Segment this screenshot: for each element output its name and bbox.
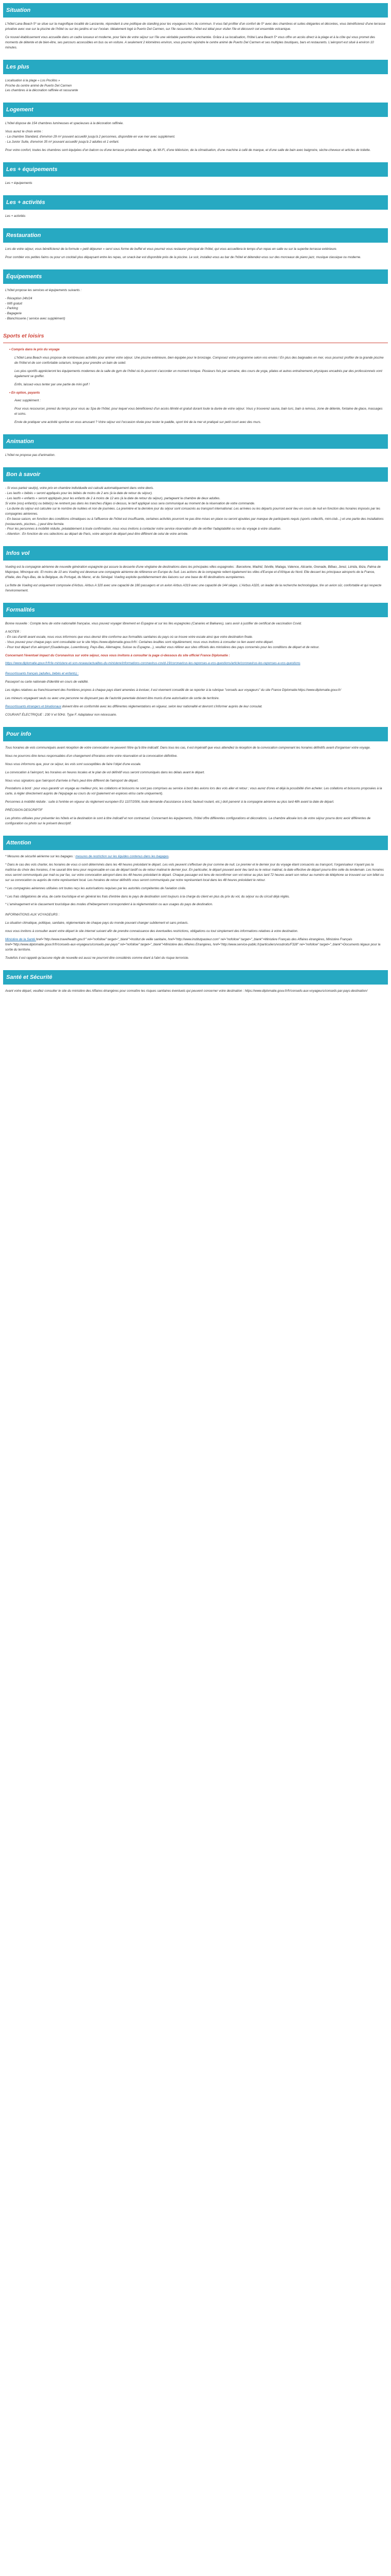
section-title: Logement	[3, 103, 388, 117]
paragraph: COURANT ÉLECTRIQUE : 230 V et 50Hz. Type F. Adaptateur non nécessaire.	[5, 713, 117, 717]
product-description	[0, 3, 391, 994]
paragraph: href="http://www.institutpasteur.com" rel="nofollow" target="_blank">Ministère Français des Affaires étrangères, Ministère Français href="http://www.diplomatie.gouv.fr/fr/conseils-aux-voyageurs/conseils-par-pays/" rel="nofollow" target="_blank">Ministère des Affaires Etrangères, href="http://www.service-public.fr/particuliers/vosdroits/F328" rel="nofollow" target="_blank">Documents légaux pour la sortie du territoire.	[5, 938, 381, 952]
list-item: - Attention : En fonction de vos sélections au départ de Paris, votre aéroport de départ peut être différent de celui de votre arrivée.	[5, 532, 189, 536]
section-infos-vol	[3, 546, 388, 594]
list-item: - Parking	[5, 307, 18, 311]
covid-notice: Concernant l'éventuel impact du Coronavirus sur votre séjour, nous vous invitons à consulter la page ci-dessous du site officiel France Diplomatie :	[5, 653, 230, 657]
section-title: Santé et Sécurité	[3, 970, 388, 985]
list-item: - Les lastfo « enfants » seront appliqués pour les enfants de 2 à moins de 12 ans (à la date de retour du séjour), partageant la chambre de deux adultes.	[5, 496, 221, 500]
paragraph: * Dans le cas des vols charter, les horaires de vous ci-sont déterminés dans les 48 heures précédant le départ. Les vols peuvent s'effectuer de jour comme de nuit. Le premier et le dernier jour du voyage étant consacrés au transport, l'organisateur n'ayant pas la maîtrise du choix des horaires, il ne saurait être tenu pour responsable en cas de départ tardif ou de retour matinal le dernier jour. En particulier, le départ pouvant avoir lieu tard ou le retour matinal, la date effective de départ pourra être celle du lendemain. Les horaires vous seront communiqués par mail ou par fax, sur votre convocation aéroport dans les 48 heures précédant le départ. Chaque passager est tenu de reconfirmer son vol retour au plus tard 72 heures avant son retour au numéro de téléphone se trouvant sur son billet ou sur sa convocation ou auprès de notre représentant local. Les horaires de retour définitifs vous seront communiqués par notre représentant local dans les 48 heures précédant le retour.	[5, 862, 384, 882]
paragraph: Enfin, laissez-vous tenter par une partie de mini golf !	[14, 382, 90, 386]
covid-info-link[interactable]: https://www.diplomatie.gouv.fr/fr/le-ministere-et-son-reseau/actualites-du-ministere/informations-coronavirus-covid-19/coronavirus-les-reponses-a-vos-questions/article/coronavirus-les-reponses-a-vos-questions	[5, 662, 301, 666]
subheading: • En option, payants	[9, 391, 40, 395]
paragraph: Vous aurez le choix entre :	[5, 130, 43, 134]
paragraph: Les + activités	[5, 214, 26, 218]
list-item: - La chambre Standard, d'environ 29 m² pouvant accueillir jusqu'à 2 personnes, disponible en vue mer avec supplément.	[5, 135, 175, 139]
section-plus-equipements	[3, 162, 388, 186]
paragraph: .	[168, 855, 170, 859]
list-item: - La durée du séjour est calculée sur le nombre de nuitées et non de journées. La première et la dernière jour du séjour sont consacrés au transport international. Les arrivées ou les départs pourront avoir lieu en cours de nuit en fonction des horaires imposés par les compagnies aériennes.	[5, 506, 381, 516]
paragraph: Nous vous signalons que l'aéroport d'arrivée à Paris peut être différent de l'aéroport de départ.	[5, 778, 139, 783]
section-pour-info	[3, 727, 388, 826]
paragraph: href="http://www.travelhealth.gov.fr" rel="nofollow" target="_blank">Institut de veille sanitaire,	[36, 938, 167, 942]
section-title: Les + activités	[3, 195, 388, 210]
paragraph: La convocation à l'aéroport, les horaires en heures locales et le plan de vol définitif vous seront communiqués dans les délais avant le départ.	[5, 770, 205, 774]
paragraph: * Les compagnies aériennes utilisées ont toutes reçu les autorisations requises par les autorités compétentes de l'aviation civile.	[5, 886, 186, 890]
paragraph: Envie de pratiquer une activité sportive en vous amusant ? Votre séjour est l'occasion rêvée pour tester le paddle, sport tiré de la mer et pratiqué sur petit court avec des murs.	[14, 420, 262, 425]
paragraph: Les plus sportifs apprécieront les équipements modernes de la salle de gym de l'hôtel où ils pourront s'accorder un moment tonique. Plusieurs fois par semaine, des cours de yoga, pilates et autres entraînements physiques encadrés par des professionnels vont également se greffer.	[14, 369, 382, 378]
list-item: - Blanchisserie ( service avec supplément)	[5, 317, 66, 321]
section-title: Bon à savoir	[3, 467, 388, 482]
list-item: - Wifi gratuit	[5, 301, 22, 306]
paragraph: L'hôtel propose les services et équipements suivants :	[5, 288, 82, 292]
section-equipements	[3, 269, 388, 322]
section-restauration	[3, 228, 388, 260]
subheading: INFORMATIONS AUX VOYAGEURS :	[5, 913, 60, 917]
paragraph: Tous horaires de vols communiqués avant réception de votre convocation ne peuvent l'être qu'à titre indicatif. Dans tous les cas, il est impératif que vous attendiez la réception de la convocation comprenant les horaires définitifs avant d'organiser votre voyage.	[5, 745, 371, 750]
list-item: - En cas d'arrêt avant escale, nous vous informons que vous devrez être conforme aux formalités sanitaires du pays où se trouve votre escale ainsi que votre destination finale.	[5, 635, 253, 639]
list-item: - Bagagerie	[5, 312, 22, 316]
section-title: Infos vol	[3, 546, 388, 561]
section-sports-loisirs	[3, 331, 388, 425]
list-item: - Si vous partez seul(e), votre prix en chambre individuelle est calculé automatiquement dans votre devis.	[5, 486, 154, 490]
paragraph: Nous vous informons que, pour ce séjour, les vols sont susceptibles de faire l'objet d'une escale.	[5, 762, 141, 766]
paragraph: L'hôtel Lana Beach vous propose de nombreuses activités pour animer votre séjour. Une piscine extérieure, bien équipée pour le bronzage. Composez votre programme selon vos envies ! En plus des baignades en mer, vous pourrez profiter de la grande piscine de l'hôtel et de son confortable solarium, longue pour prendre un bain de soleil.	[14, 355, 384, 365]
section-title: Animation	[3, 434, 388, 449]
list-item: - En basse saison, en fonction des conditions climatiques ou à l'affluence de l'hôtel est insuffisante, certaines activités pourront ne pas être mises en place ou seront ajoutées par manque de participants requis (sports collectifs, mini-club...) et une partie des installations (restaurants, piscines...) peut être fermée.	[5, 517, 384, 526]
subheading: • Compris dans le prix du voyage	[9, 348, 60, 351]
list-item: - La Junior Suite, d'environ 35 m² pouvant accueillir jusqu'à 2 adultes et 1 enfant.	[5, 140, 120, 144]
section-title: Attention	[3, 836, 388, 850]
list-item: - Les lastfo « bébés » seront appliqués pour les bébés de moins de 2 ans (à la date de retour du séjour).	[5, 491, 153, 495]
paragraph: Ce nouvel établissement vous accueille dans un cadre luxueux et moderne, pour faire de votre séjour sur l'île une véritable parenthèse enchantée. Grâce à sa localisation, l'hôtel Lana Beach 5* vous offre un accès direct à la plage et à la côte qui vous promet des moments de détente et de bien-être, ses parcours accessibles en bus ou en voiture. A seulement 2 kilomètres environ, vous pourrez rejoindre le centre animé de Puerto Del Carmen et ses multiples boutiques, bars et restaurants. L'aéroport est situé à environ 10 minutes.	[5, 35, 376, 49]
subheading: PRÉCISION DESCRIPTIF	[5, 808, 43, 812]
section-title: Situation	[3, 3, 388, 18]
paragraph: L'hôtel ne propose pas d'animation.	[5, 453, 56, 457]
paragraph: L'hôtel dispose de 154 chambres lumineuses et spacieuses à la décoration raffinée.	[5, 122, 124, 126]
paragraph: Personnes à mobilité réduite : suite à l'entrée en vigueur du règlement européen EU 1107/2006, toute demande d'assistance à bord, fauteuil roulant, etc.) doit parvenir à la compagnie aérienne au plus tard 48h avant la date de départ.	[5, 800, 334, 804]
section-title: Pour info	[3, 727, 388, 741]
section-title: Les plus	[3, 60, 388, 74]
section-logement	[3, 103, 388, 153]
paragraph: Vueling est la compagnie aérienne de nouvelle génération espagnole qui assure la desserte d'une vingtaine de destinations dans les principales villes espagnoles : Barcelone, Madrid, Séville, Malaga, Valence, Alicante, Grenade, Bilbao, Jerez, Lérida, Ibiza, Palma de Majorque, Minorque etc. Et moins de 10 ans Vueling est devenue une compagnie aérienne de référence en Europe du Sud. Les actions de la compagnie relient également les villes d'Europe et d'Afrique du Nord. Elle dessert les principaux aéroports de la France, d'Italie, des Pays-Bas, de la Belgique, du Portugal, du Maroc, et du Sénégal. Vueling exploite quotidiennement des liaisons sur une base de 40 destinations européennes.	[5, 565, 381, 580]
section-bon-a-savoir	[3, 467, 388, 537]
paragraph: Les mineurs voyageant seuls ou avec une personne ne disposant pas de l'autorité parentale doivent être munis d'une autorisation de sortie de territoire.	[5, 697, 220, 701]
paragraph: * Les frais obligatoires de visa, de carte touristique et en général les frais d'entrée dans le pays de destination sont toujours à la charge du client en plus du prix du vol, du séjour ou du circuit déjà réglés.	[5, 894, 290, 899]
paragraph: La situation climatique, politique, sanitaire, réglementaire de chaque pays du monde pouvant changer subitement et sans préavis.	[5, 921, 189, 925]
health-ministry-link[interactable]: Ministère de la Santé	[5, 938, 36, 942]
paragraph: Les + équipements	[5, 181, 32, 185]
section-sante-securite	[3, 970, 388, 994]
paragraph: Nous ne pourrons être tenus responsables d'un changement d'horaires entre votre réservation et la convocation définitive.	[5, 754, 178, 758]
note-label: A NOTER :	[5, 630, 21, 634]
section-les-plus	[3, 60, 388, 94]
section-situation	[3, 3, 388, 50]
section-title: Les + équipements	[3, 162, 388, 177]
paragraph: Les règles relatives au franchissement des frontières propres à chaque pays étant amenées à évoluer, il est vivement conseillé de se reporter à la rubrique "conseils aux voyageurs" du site France Diplomatie:https://www.diplomatie.gouv.fr/	[5, 688, 341, 692]
paragraph: * Mesures de sécurité aérienne sur les bagages :	[5, 855, 76, 859]
list-item: - Pour les personnes à mobilité réduite, préalablement à toute confirmation, nous vous invitons à contacter notre service réservation afin de vérifier l'adaptabilité ou non du voyage à votre situation.	[5, 527, 282, 531]
section-formalites	[3, 603, 388, 718]
paragraph: Avec supplément :	[14, 399, 41, 403]
subheading: Ressortissants français (adultes, bébés et enfants) :	[5, 672, 79, 676]
paragraph: Bonne nouvelle : Compte tenu de votre nationalité française, vous pouvez voyager librement en Espagne et sur les îles espagnoles (Canaries et Baléares), sans avoir à justifier de certificat de vaccination Covid.	[5, 621, 302, 625]
section-plus-activites	[3, 195, 388, 219]
section-animation	[3, 434, 388, 458]
list-item: - Vous pouvez pour chaque pays sont consultable sur le site https://www.diplomatie.gouv.fr/fr/. Certaines lesdites sont régulièrement, nous vous invitons à consulter ce lien avant votre départ.	[5, 640, 274, 644]
list-item: - Réception 24h/24	[5, 296, 32, 300]
paragraph: L'hôtel Lana Beach 5* se situe sur la magnifique localité de Lanzarote, répondant à une politique de standing pour les voyageurs hors du commun. Il vous fait profiter d'un confort de 5* avec des chambres et suites élégantes et décorées, vous bénéficierez d'une terrasse privative avec vue sur la piscine de l'hôtel ou sur les jardins et sur l'océan. Idéalement logé à Puerto Del Carmen, sur l'île rassurante, l'hôtel est idéal pour visiter l'île et découvrir cet ensemble volcanique.	[5, 22, 386, 31]
paragraph: nous vous invitons à consulter avant votre départ le site internet suivant afin de prendre connaissance des éventuelles restrictions, obligations ou tout simplement des informations relatives à votre destination.	[5, 929, 299, 934]
section-title: Formalités	[3, 603, 388, 617]
paragraph: Pour vous ressourcer, prenez du temps pour vous au Spa de l'hôtel, pour lequel vous bénéficierez d'un accès illimité et gratuit durant toute la durée de votre séjour. Vous y trouverez sauna, bain turc, bain à remous, zone de détente, fontaine de glace, massages et soins.	[14, 407, 383, 416]
list-item: Proche du centre animé de Puerto Del Carmen	[5, 83, 72, 88]
paragraph: * L'aménagement et le classement touristique des modes d'hébergement correspondent à la réglementation ou aux usages du pays de destination.	[5, 903, 213, 907]
list-item: Les chambres à la décoration raffinée et rassurante	[5, 89, 78, 93]
paragraph: Toutefois il est rappelé qu'aucune règle de nouvelle est aussi ne pourront être considérés comme étant à l'abri du risque terroriste.	[5, 956, 189, 960]
section-title: Équipements	[3, 269, 388, 284]
paragraph: La flotte de Vueling est uniquement composée d'Airbus. Airbus A 320 avec une capacité de 180 passagers et un avion Airbus A319 avec une capacité de 144 sièges. L'Airbus A320, un leader de la recherche technologique, tire un avion sûr, confortable et qui respecte l'environnement.	[5, 584, 382, 592]
section-title: Sports et loisirs	[3, 331, 388, 343]
paragraph: Pour votre confort, toutes les chambres sont équipées d'un balcon ou d'une terrasse privative aménagé, du Wi-Fi, d'une télévision, de la climatisation, d'une machine à café de marque, et d'une salle de bain avec baignoire, sèche-cheveux et articles de toilette.	[5, 148, 371, 152]
paragraph: Pour combler vos petites faims ou pour un cocktail plus dépaysant entre les repas, un snack-bar est disponible près de la piscine. Le soir, installez-vous au bar de l'hôtel et détendez-vous sur des morceaux de piano jazz, musique classique ou moderne.	[5, 255, 362, 259]
section-title: Restauration	[3, 228, 388, 243]
section-attention	[3, 836, 388, 961]
paragraph: doivent être en conformité avec les différentes réglementations en vigueur, selon leur nationalité et devront s'informer auprès de leur consulat.	[61, 705, 263, 709]
paragraph: Lors de votre séjour, vous bénéficierez de la formule « petit déjeuner » servi sous forme de buffet et vous pourrez vous restaurer principal de l'hôtel, qui vous accueillera le temps d'un repas en salle ou sur la superbe terrasse extérieure.	[5, 247, 337, 251]
paragraph: Passeport ou carte nationale d'identité en cours de validité.	[5, 680, 89, 684]
liquids-restriction-link[interactable]: mesures de restriction sur les liquides contenus dans les bagages	[75, 855, 169, 859]
list-item: Si votre (vos) enfant(s) ou bébé(s) ne rentrent pas dans les tranches d'âges ci-dessus, le tarif appliqué sous sera communiqué au moment de la réservation de votre commande.	[5, 501, 255, 505]
subheading: Ressortissants étrangers et binationaux	[5, 705, 61, 709]
list-item: Localisation à la plage « Los Pocillos »	[5, 78, 60, 82]
paragraph: Prestations à bord : pour vous garantir un voyage au meilleur prix, les collations et boissons ne sont pas comprises au service à bord des avions lors des vols aller et retour ; vous aurez d'ores et déjà la possibilité d'en acheter. Les collations et boissons proposées à la carte, à régler directement auprès de l'équipage au cours du vol (paiement en espèces et/ou carte uniquement).	[5, 787, 382, 796]
paragraph: Avant votre départ, veuillez consulter le site du ministère des Affaires étrangères pour connaître les risques sanitaires éventuels qui peuvent concerner votre destination : https://www.diplomatie.gouv.fr/fr/conseils-aux-voyageurs/conseils-par-pays-destination/	[5, 989, 368, 993]
paragraph: Les photos utilisées pour présenter les hôtels et la destination le sont à titre indicatif et non contractuel. Concernant les équipements, l'hôtel offre différentes configurations et décorations. La chambre allouée lors de votre séjour pourra donc avoir différentes de configuration ou photo sur le présent descriptif.	[5, 817, 371, 826]
list-item: - Pour tout départ d'un aéroport (Guadeloupe, Luxembourg, Pays-Bas, Allemagne, Suisse ou Espagne...), veuillez vous référer aux sites officiels des ministères des pays concernés pour les conditions de départ et de retour.	[5, 645, 320, 649]
